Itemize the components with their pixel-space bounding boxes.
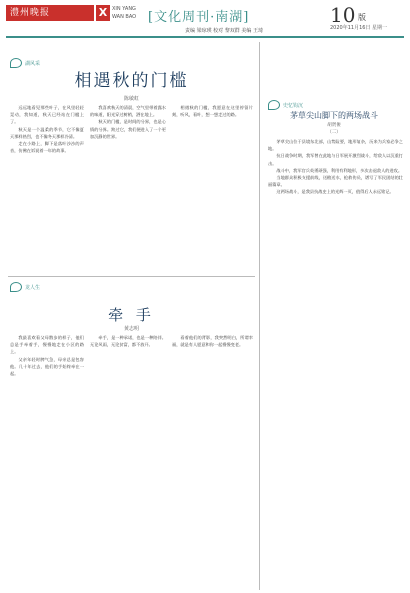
- article1-para: 走在小路上，脚下是落叶沙沙的声音，仿佛在诉说着一年的故事。: [10, 141, 84, 154]
- article1-para: 我喜欢秋天的清晨，空气里带着露水的味道，阳光穿过树梢，洒在地上。: [90, 105, 166, 118]
- article2-col1: [10, 334, 84, 588]
- article3-para: 战斗中，我军官兵英勇顽强，利用有利地形，多次击退敌人的进攻。: [276, 167, 403, 173]
- swirl-icon: [10, 282, 22, 292]
- article1-para: 相遇秋的门槛，我愿意在这里停留片刻，听风，看叶，想一想走过的路。: [172, 105, 253, 118]
- article2-para: 看着他们的背影，我突然明白，所谓幸福，就是有人愿意和你一起慢慢变老。: [172, 335, 253, 348]
- article3-body: [268, 138, 403, 588]
- article1-col2: [90, 104, 166, 272]
- article1-para: 远远地看见那些叶子，在风里轻轻晃动，我知道，秋天已经站在门槛上了。: [10, 105, 84, 125]
- article2-tag-text: 龙人生: [25, 284, 41, 291]
- article3-para: 抗日战争时期，我军曾在此地与日军展开激烈战斗，给敌人以沉重打击。: [268, 153, 403, 166]
- article1-para: 秋天的门槛，是时间的分界，也是心情的分界。跨过它，我们便进入了一个更加沉静的世界。: [90, 119, 166, 139]
- article3-para: 这两场战斗，是我县抗战史上的光辉一页，值得后人永远铭记。: [276, 189, 394, 195]
- page-char: 版: [358, 13, 366, 22]
- article1-para: 秋天是一个温柔的季节，它不像夏天那样热烈，也不像冬天那样冷清。: [10, 126, 84, 139]
- section-separator: [8, 276, 255, 277]
- article2-col2: [90, 334, 166, 588]
- article2-para: 牵手，是一种承诺，也是一种陪伴。无论风雨，无论贫富，都不放开。: [90, 335, 166, 348]
- pinyin-line2: WAN BAO: [112, 14, 137, 20]
- masthead: [0, 0, 410, 44]
- editors-line: 责编 梁琼瑛 校对 黎双群 美编 王琦: [185, 28, 263, 34]
- article3-headline: 茅草尖山脚下的两场战斗: [290, 111, 378, 120]
- x-mark: X: [96, 5, 110, 21]
- article3-tag-text: 史忆钩沉: [283, 102, 304, 109]
- article1-byline: 陈敏虹: [123, 96, 139, 102]
- article2-col3: [172, 334, 253, 588]
- article3-part: （二）: [327, 130, 341, 135]
- article2-headline: 牵 手: [108, 306, 155, 324]
- article1-headline: 相遇秋的门槛: [74, 71, 189, 91]
- article3-para: 当地群众积极支援前线，送粮送水，抢救伤员，谱写了军民团结的壮丽篇章。: [268, 175, 403, 188]
- article2-byline: 黄志明: [123, 326, 139, 332]
- article2-tag: [10, 282, 40, 292]
- page-number: 10: [330, 3, 356, 27]
- section-title: [文化周刊·南湖]: [148, 10, 250, 25]
- swirl-icon: [268, 100, 280, 110]
- article1-tag-text: 湖风采: [25, 60, 41, 67]
- masthead-rule: [6, 36, 404, 38]
- logo-text: 澧州晚报: [10, 8, 51, 18]
- column-divider: [259, 42, 260, 590]
- article3-tag: [268, 100, 303, 110]
- article1-col3: [172, 104, 253, 272]
- pinyin-name: [112, 5, 136, 21]
- article2-para: 我最喜欢看父母散步的样子，他们总是手牵着手，慢慢地走在小区的路上。: [10, 335, 84, 355]
- issue-date: 2020年11月16日 星期一: [330, 25, 388, 31]
- article3-para: 茅草尖山位于县境东北部，山势险要，地形复杂，历来为兵家必争之地。: [268, 139, 403, 152]
- pinyin-line1: XIN YANG: [112, 6, 136, 12]
- article1-col1: [10, 104, 84, 272]
- article2-para: 父亲年轻时脾气急，母亲总是包容他。几十年过去，他们的手始终牵在一起。: [10, 356, 84, 377]
- article3-byline: 胡贤俊: [327, 123, 341, 128]
